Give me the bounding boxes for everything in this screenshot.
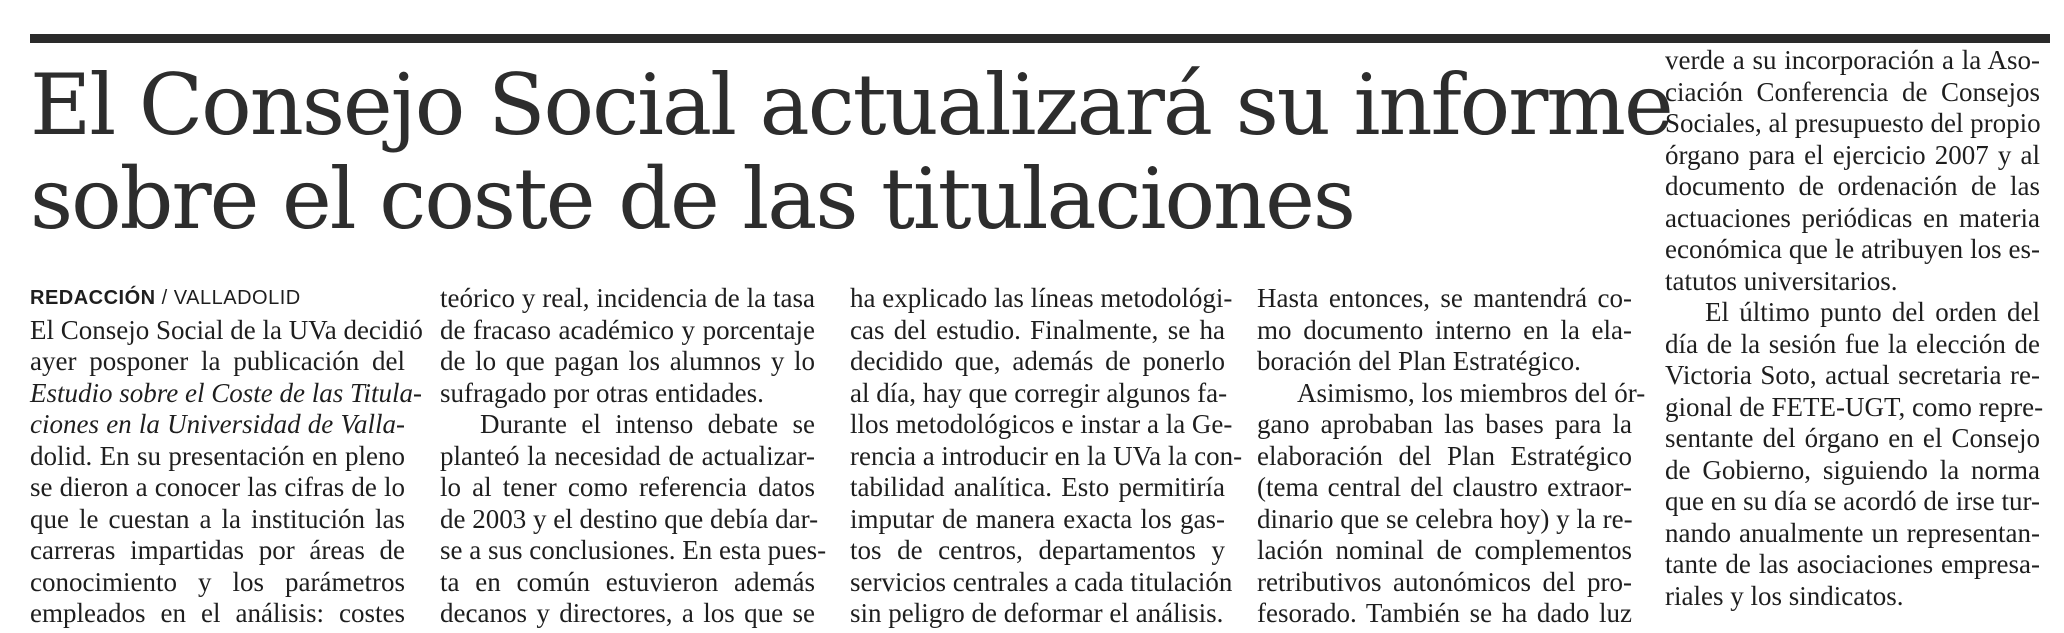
text-line: servicios centrales a cada titulación bbox=[850, 566, 1233, 597]
headline-line: sobre el coste de las titulaciones bbox=[30, 150, 1354, 248]
text-line bbox=[30, 377, 423, 410]
text-line: de Gobierno, siguiendo la norma bbox=[1665, 454, 2040, 485]
text-line: El Consejo Social de la UVa decidió bbox=[30, 314, 423, 345]
article-column-2 bbox=[440, 283, 827, 630]
byline bbox=[30, 283, 405, 315]
byline-agency: REDACCIÓN bbox=[30, 287, 156, 309]
text-line: carreras impartidas por áreas de bbox=[30, 535, 405, 565]
top-rule bbox=[30, 34, 2050, 43]
text-line: llos metodológicos e instar a la Ge- bbox=[850, 409, 1233, 439]
text-line: conocimiento y los parámetros bbox=[30, 566, 405, 597]
text-line: fesorado. También se ha dado luz bbox=[1257, 598, 1632, 628]
article-column-5 bbox=[1665, 45, 2044, 612]
text-line: órgano para el ejercicio 2007 y al bbox=[1665, 139, 2040, 170]
article-column-4 bbox=[1257, 283, 1646, 630]
text-line: gano aprobaban las bases para la bbox=[1257, 409, 1632, 439]
text-line: se dieron a conocer las cifras de lo bbox=[30, 472, 405, 502]
text-line: imputar de manera exacta los gas- bbox=[850, 503, 1225, 534]
text-line: ayer posponer la publicación del bbox=[30, 346, 405, 376]
text-line: sufragado por otras entidades. bbox=[440, 377, 764, 408]
text-line: de 2003 y el destino que debía dar- bbox=[440, 503, 819, 534]
text-line: Asimismo, los miembros del ór- bbox=[1297, 377, 1646, 408]
text-line: Victoria Soto, actual secretaria re- bbox=[1665, 360, 2040, 390]
text-line: documento de ordenación de las bbox=[1665, 171, 2040, 201]
text-line: día de la sesión fue la elección de bbox=[1665, 328, 2040, 359]
text-line: dolid. En su presentación en pleno bbox=[30, 440, 405, 471]
text-line: sentante del órgano en el Consejo bbox=[1665, 423, 2040, 453]
text-line: ha explicado las líneas metodológi- bbox=[850, 283, 1233, 313]
text-line: elaboración del Plan Estratégico bbox=[1257, 440, 1632, 471]
text-line: al día, hay que corregir algunos fa- bbox=[850, 377, 1228, 408]
study-title-fragment: Estudio sobre el Coste de las Titula- bbox=[30, 377, 423, 408]
text-line: ciación Conferencia de Consejos bbox=[1665, 76, 2040, 107]
text-line: se a sus conclusiones. En esta pues- bbox=[440, 535, 827, 565]
text-line bbox=[30, 409, 405, 441]
text-line: boración del Plan Estratégico. bbox=[1257, 346, 1581, 376]
text-line: Sociales, al presupuesto del propio bbox=[1665, 108, 2041, 138]
text-line: lación nominal de complementos bbox=[1257, 535, 1632, 565]
text-line: que en su día se acordó de irse tur- bbox=[1665, 486, 2040, 516]
text-line: rencia a introducir en la UVa la con- bbox=[850, 440, 1243, 471]
text-line: verde a su incorporación a la Aso- bbox=[1665, 45, 2040, 75]
text-line: cas del estudio. Finalmente, se ha bbox=[850, 314, 1225, 345]
text-line: ta en común estuvieron además bbox=[440, 566, 815, 597]
headline bbox=[30, 56, 1672, 248]
text-line: de lo que pagan los alumnos y lo bbox=[440, 346, 815, 376]
article-column-1 bbox=[30, 283, 423, 630]
text-line: de fracaso académico y porcentaje bbox=[440, 314, 815, 345]
text-line: tatutos universitarios. bbox=[1665, 265, 1898, 296]
text-line: riales y los sindicatos. bbox=[1665, 580, 1904, 611]
headline-line: El Consejo Social actualizará su informe bbox=[30, 56, 1672, 154]
text-line: El último punto del orden del bbox=[1705, 297, 2040, 327]
text-line: tante de las asociaciones empresa- bbox=[1665, 549, 2040, 579]
text-line: planteó la necesidad de actualizar- bbox=[440, 440, 815, 471]
text-line: decidido que, además de ponerlo bbox=[850, 346, 1225, 376]
text-line: mo documento interno en la ela- bbox=[1257, 314, 1632, 345]
text-line: económica que le atribuyen los es- bbox=[1665, 234, 2040, 264]
text-line: empleados en el análisis: costes bbox=[30, 598, 405, 628]
article-column-3 bbox=[850, 283, 1243, 630]
text-line: (tema central del claustro extraor- bbox=[1257, 472, 1632, 502]
byline-city: VALLADOLID bbox=[173, 287, 301, 309]
text-line: tos de centros, departamentos y bbox=[850, 535, 1225, 565]
text-line: gional de FETE-UGT, como repre- bbox=[1665, 391, 2044, 422]
text-line: tabilidad analítica. Esto permitiría bbox=[850, 472, 1225, 502]
text-line: dinario que se celebra hoy) y la re- bbox=[1257, 503, 1633, 534]
text-line: teórico y real, incidencia de la tasa bbox=[440, 283, 815, 313]
text-line: nando anualmente un representan- bbox=[1665, 517, 2040, 548]
byline-separator: / bbox=[155, 287, 174, 309]
study-title-fragment: ciones en la Universidad de Valla- bbox=[30, 409, 405, 439]
text-line: sin peligro de deformar el análisis. bbox=[850, 598, 1224, 628]
text-line: Durante el intenso debate se bbox=[480, 409, 815, 439]
text-line: decanos y directores, a los que se bbox=[440, 598, 815, 628]
text-line: que le cuestan a la institución las bbox=[30, 503, 405, 534]
text-line: actuaciones periódicas en materia bbox=[1665, 202, 2040, 233]
text-line: retributivos autonómicos del pro- bbox=[1257, 566, 1632, 597]
text-line: Hasta entonces, se mantendrá co- bbox=[1257, 283, 1632, 313]
text-line: lo al tener como referencia datos bbox=[440, 472, 815, 502]
